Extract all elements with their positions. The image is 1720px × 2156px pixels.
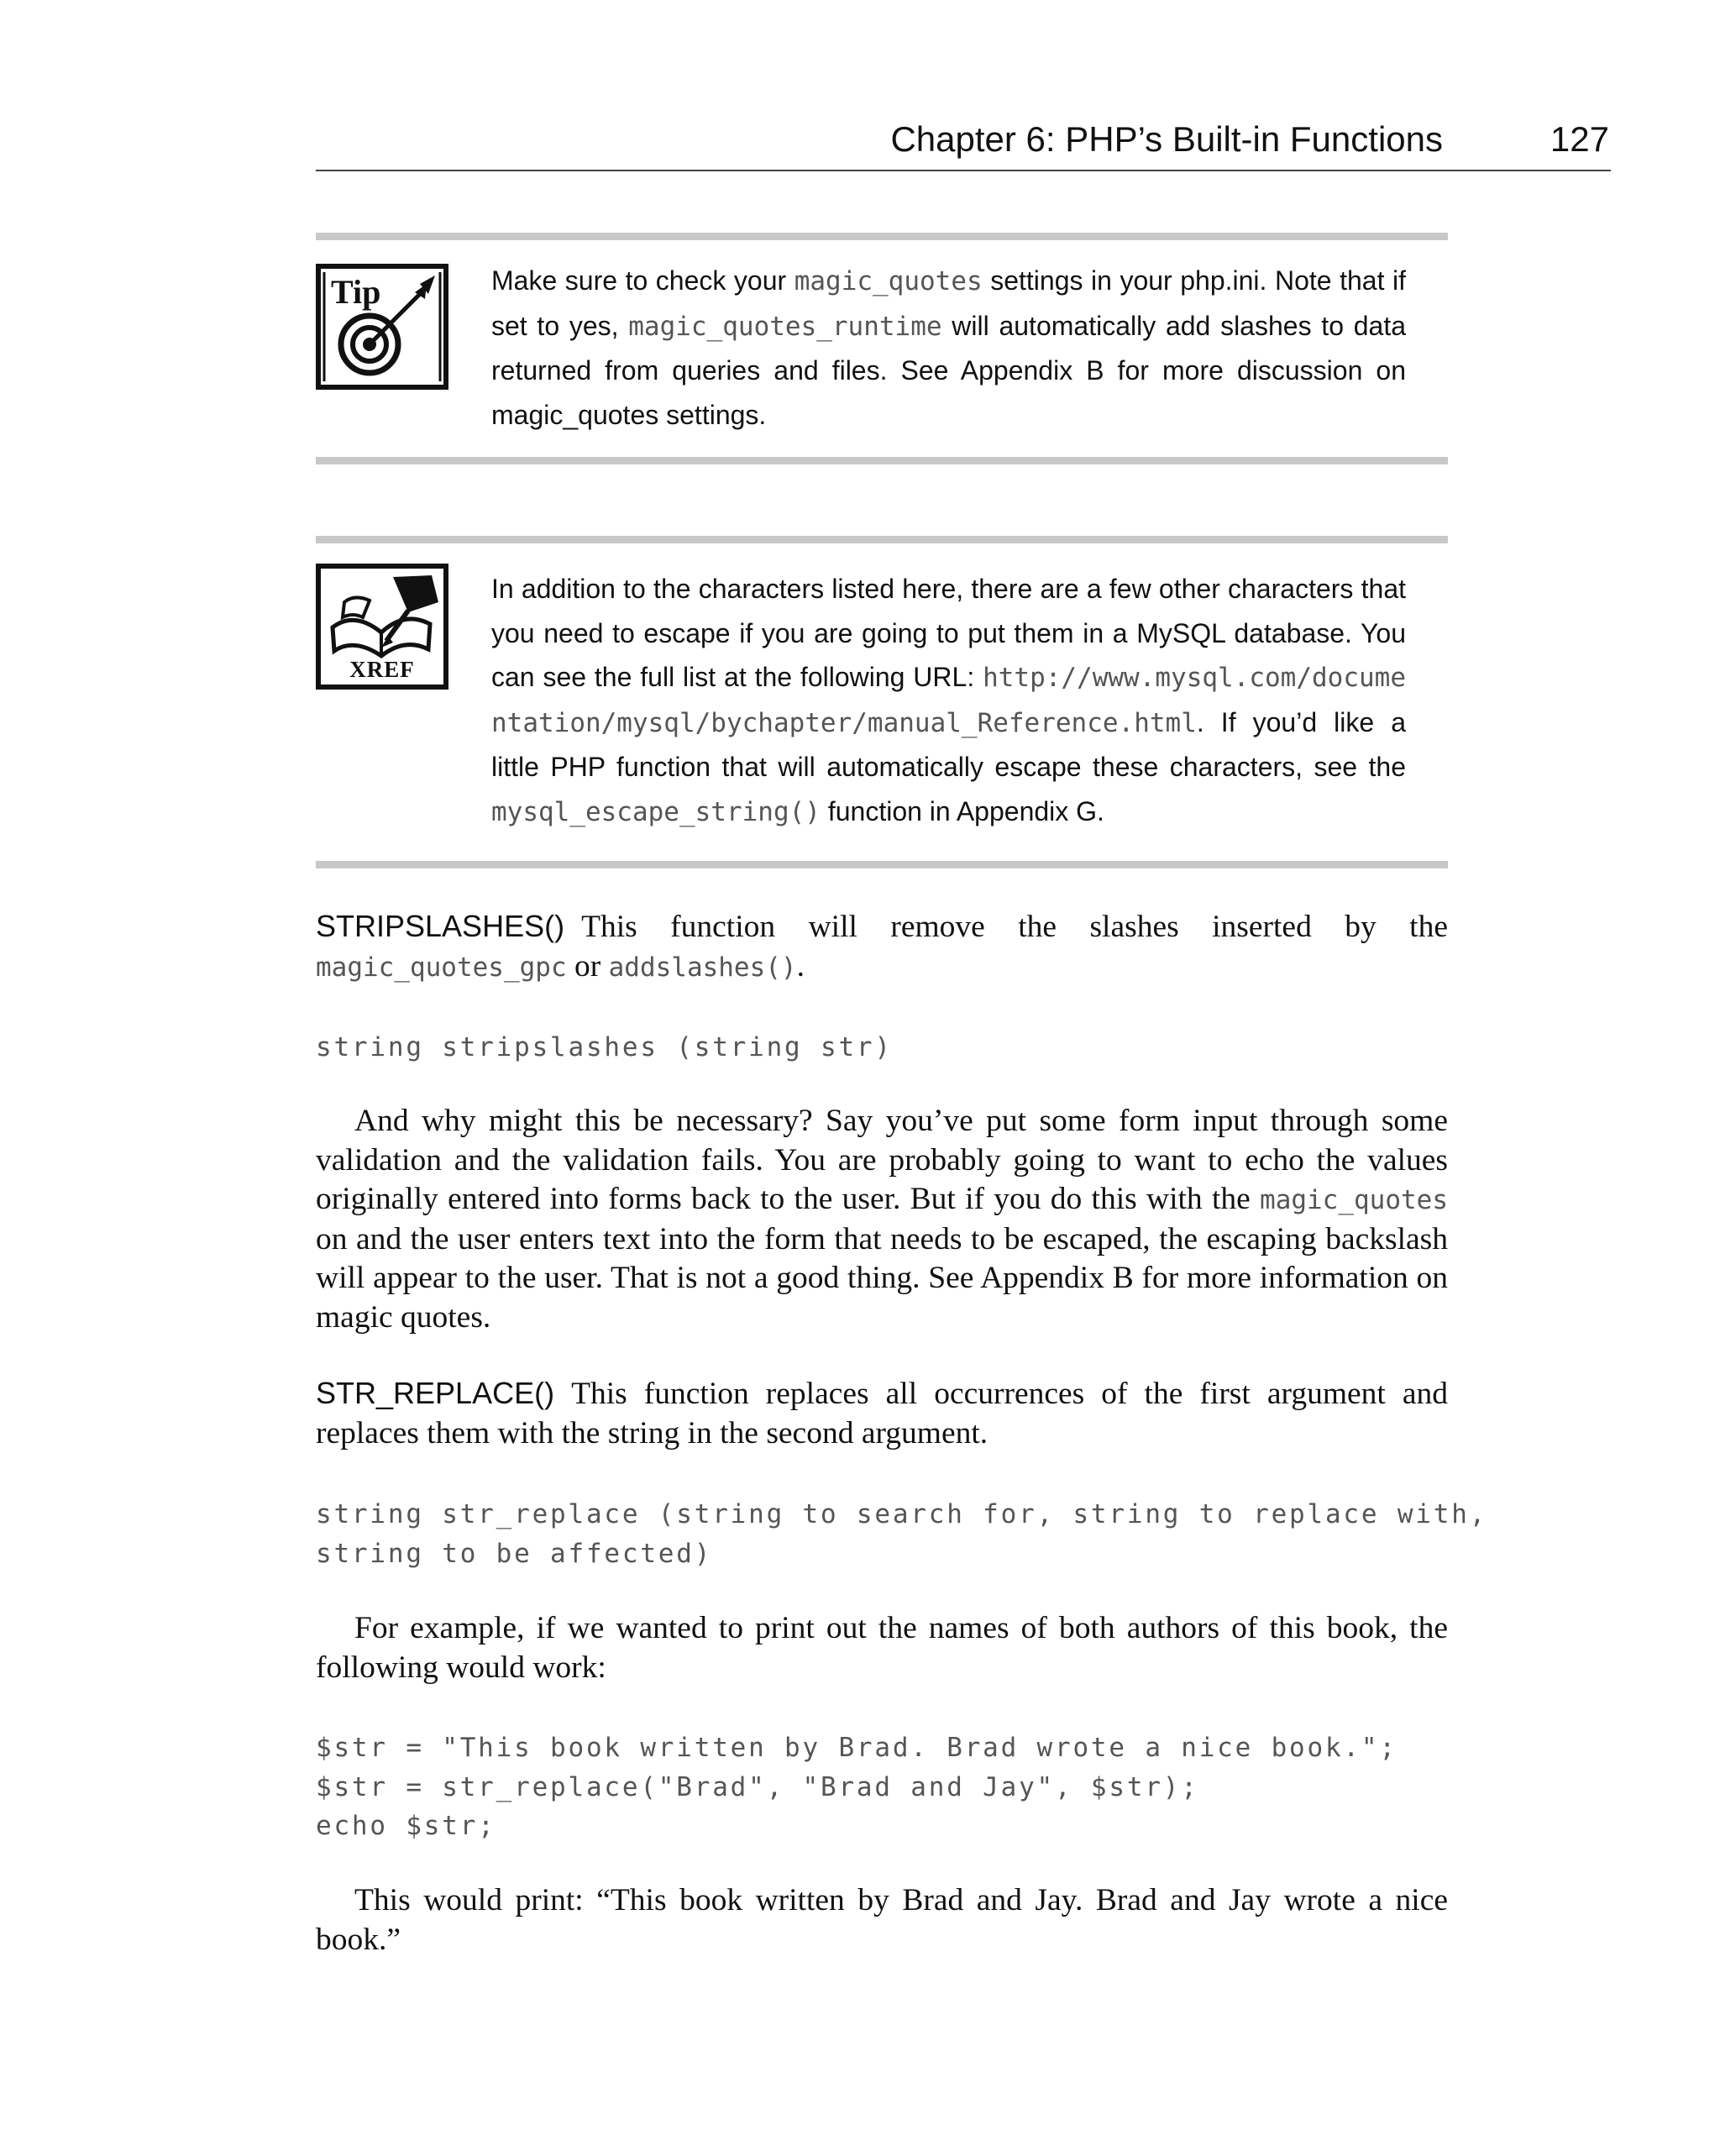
page-number: 127	[1550, 119, 1609, 159]
example-intro: For example, if we wanted to print out the names of both authors of this book, the following would work:	[316, 1611, 1448, 1685]
xref-note	[316, 536, 1448, 868]
code-line: $str = str_replace("Brad", "Brad and Jay", $str);	[316, 1771, 1199, 1802]
inline-code: magic_quotes	[794, 266, 983, 296]
xref-text: In addition to the characters listed here, there are a few other characters that you need to escape if you are going to put them in a MySQL database. You can see the full list at the following URL: http://www.mysql.com/documentation/mysql/bychapter/manual_Reference.html. If you’d like a little PHP function that will automatically escape these characters, see the mysql_escape_string() function in Appendix G.	[491, 574, 1406, 827]
tip-note	[316, 233, 1448, 464]
inline-code: mysql_escape_string()	[491, 796, 821, 827]
inline-code: magic_quotes_gpc	[316, 952, 567, 983]
running-header	[316, 118, 1611, 171]
stripslashes-explanation: And why might this be necessary? Say you’ve put some form input through some validation and the validation fails. You are probably going to want to echo the values originally entered into forms back to the user. But if you do this with the magic_quotes on and the user enters text into the form that needs to be escaped, the escaping backslash will appear to the user. That is not a good thing. See Appendix B for more information on magic quotes.	[316, 1104, 1448, 1335]
str-replace-description: STR_REPLACE() This function replaces all occurrences of the first argument and replaces them with the string in the second argument.	[316, 1376, 1448, 1450]
chapter-title: Chapter 6: PHP’s Built-in Functions	[890, 119, 1443, 159]
tip-icon-label: Tip	[331, 273, 381, 311]
function-heading: STRIPSLASHES()	[316, 909, 565, 943]
example-code	[316, 1728, 1398, 1846]
code-line: string str_replace (string to search for, string to replace with,	[316, 1499, 1488, 1529]
inline-code: addslashes()	[608, 952, 797, 983]
function-heading: STR_REPLACE()	[316, 1376, 555, 1410]
reference-url: http://www.mysql.com/documentation/mysql/bychapter/manual_Reference.html	[491, 663, 1406, 738]
xref-icon-label: XREF	[349, 657, 415, 682]
xref-icon	[316, 564, 448, 690]
tip-icon	[316, 264, 448, 390]
code-line: string to be affected)	[316, 1538, 713, 1569]
tip-text: Make sure to check your magic_quotes settings in your php.ini. Note that if set to yes, magic_quotes_runtime will automatically add slashes to data returned from queries and files. See Appendix B for more discussion on magic_quotes settings.	[491, 265, 1407, 430]
code-line: echo $str;	[316, 1811, 496, 1841]
inline-code: magic_quotes_runtime	[628, 311, 942, 342]
stripslashes-signature: string stripslashes (string str)	[316, 1032, 893, 1062]
stripslashes-description: STRIPSLASHES() This function will remove the slashes inserted by the magic_quotes_gpc or addslashes().	[316, 909, 1448, 984]
example-result: This would print: “This book written by Brad and Jay. Brad and Jay wrote a nice book.”	[316, 1883, 1448, 1957]
code-line: $str = "This book written by Brad. Brad wrote a nice book.";	[316, 1733, 1398, 1763]
str-replace-signature	[316, 1495, 1487, 1573]
inline-code: magic_quotes	[1260, 1185, 1448, 1215]
